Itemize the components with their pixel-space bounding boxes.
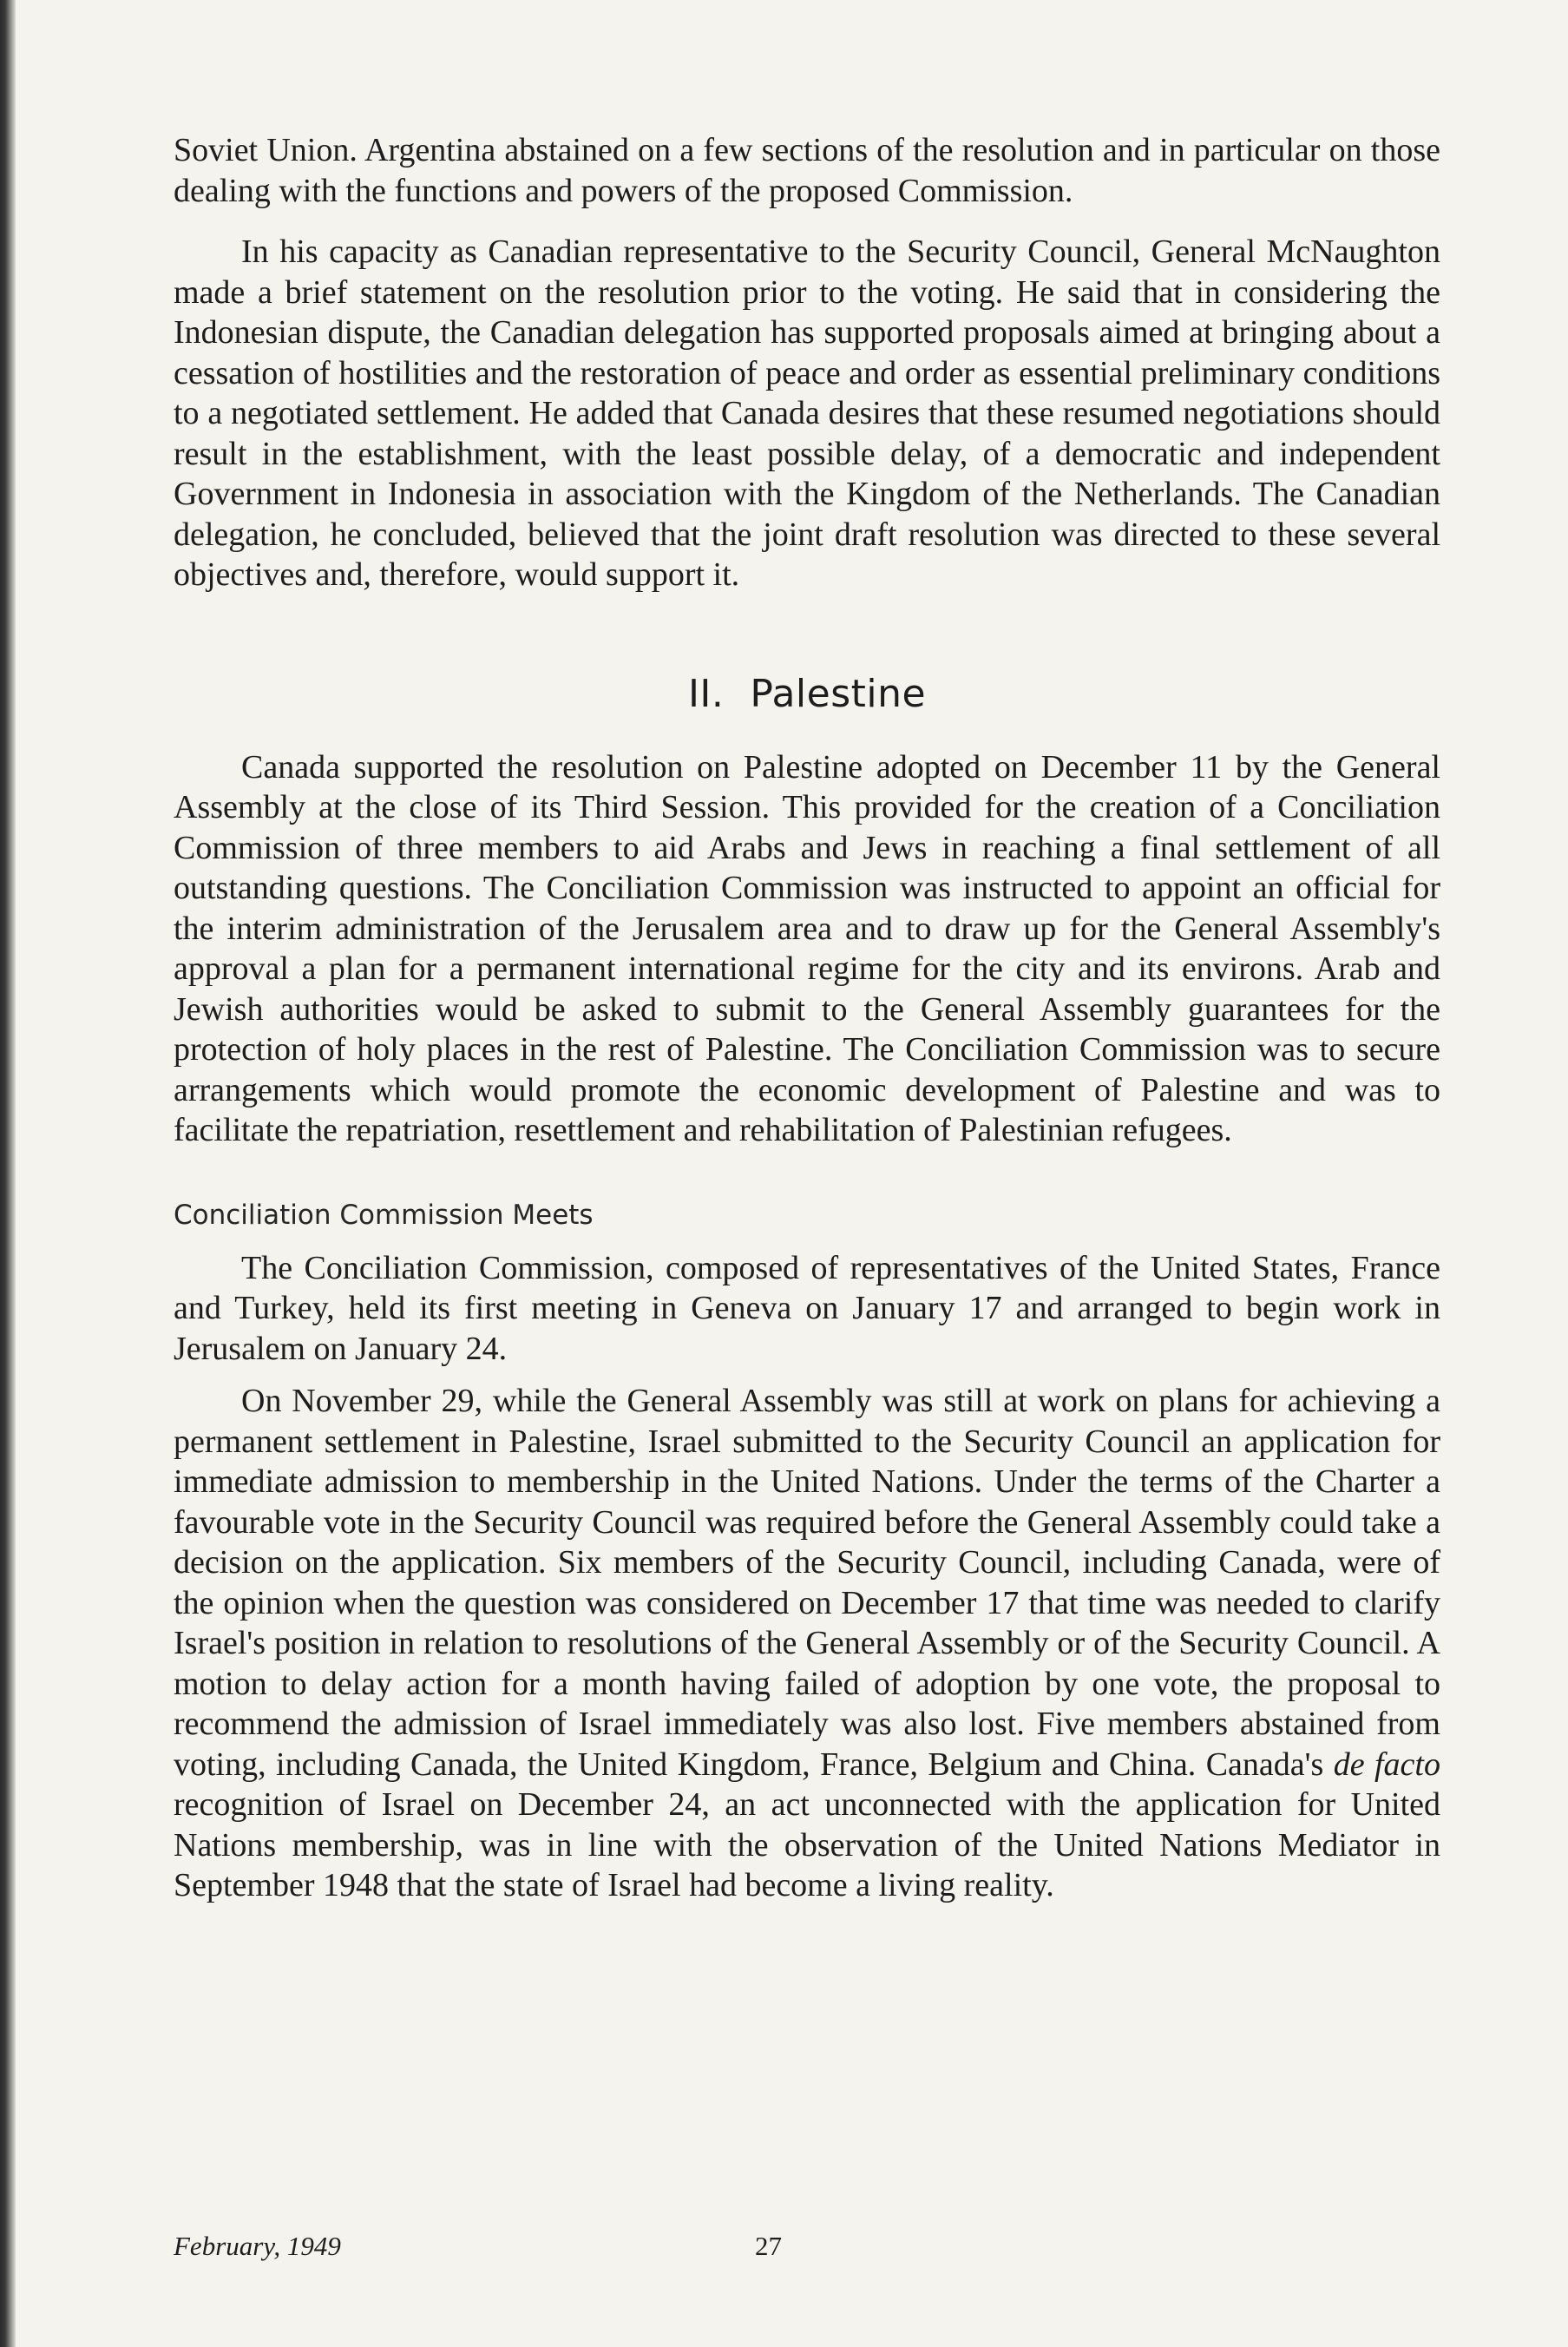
page-number: 27: [755, 2231, 782, 2261]
page-binding-edge: [0, 0, 16, 2347]
section-heading-palestine: [174, 672, 1440, 716]
palestine-paragraph: Canada supported the resolution on Palestine adopted on December 11 by the General Assembly at the close of its Third Session. This provided for the creation of a Conciliation Commission of three members to aid Arabs and Jews in reaching a final settlement of all outstanding questions. The Conciliation Commission was instructed to appoint an official for the interim administration of the Jerusalem area and to draw up for the General Assembly's approval a plan for a permanent international regime for the city and its environs. Arab and Jewish authorities would be asked to submit to the General Assembly guarantees for the protection of holy places in the rest of Palestine. The Conciliation Commission was to secure arrangements which would promote the economic development of Palestine and was to facilitate the repatriation, resettlement and rehabilitation of Palestinian refugees.: [174, 748, 1440, 1148]
italic-phrase: de facto: [1333, 1745, 1440, 1783]
commission-paragraph-2: [174, 1381, 1440, 1906]
footer-date: February, 1949: [174, 2231, 341, 2261]
subsection-heading: Conciliation Commission Meets: [174, 1199, 594, 1231]
paragraph-text-before: On November 29, while the General Assembly was still at work on plans for achieving a permanent settlement in Palestine, Israel submitted to the Security Council an application for immediate admission to membership in the United Nations. Under the terms of the Charter a favourable vote in the Security Council was required before the General Assembly could take a decision on the application. Six members of the Security Council, including Canada, were of the opinion when the question was considered on December 17 that time was needed to clarify Israel's position in relation to resolutions of the General Assembly or of the Security Council. A motion to delay action for a month having failed of adoption by one vote, the proposal to recommend the admission of Israel immediately was also lost. Five members abstained from voting, including Canada, the United Kingdom, France, Belgium and China. Canada's: [174, 1383, 1440, 1783]
intro-paragraph-2: In his capacity as Canadian representative to the Security Council, General McNaughton made a brief statement on the resolution prior to the voting. He said that in considering the Indonesian dispute, the Canadian delegation has supported proposals aimed at bringing about a cessation of hostilities and the restoration of peace and order as essential preliminary conditions to a negotiated settlement. He added that Canada desires that these resumed negotiations should result in the establishment, with the least possible delay, of a democratic and independent Government in Indonesia in association with the Kingdom of the Netherlands. The Canadian delegation, he concluded, believed that the joint draft resolution was directed to these several objectives and, therefore, would support it.: [174, 233, 1440, 593]
intro-paragraph-1: Soviet Union. Argentina abstained on a few sections of the resolution and in particular on those dealing with the functions and powers of the proposed Commission.: [174, 132, 1440, 209]
document-page: [174, 130, 1440, 1906]
commission-paragraph-1: The Conciliation Commission, composed of representatives of the United States, France and Turkey, held its first meeting in Geneva on January 17 and arranged to begin work in Jerusalem on January 24.: [174, 1249, 1440, 1367]
paragraph-text-after: recognition of Israel on December 24, an act unconnected with the application for United Nations membership, was in line with the observation of the United Nations Mediator in September 1948 that the state of Israel had become a living reality.: [174, 1786, 1440, 1903]
section-number: II.: [687, 671, 725, 716]
page-footer: [174, 2231, 1440, 2265]
section-title: Palestine: [750, 671, 927, 716]
